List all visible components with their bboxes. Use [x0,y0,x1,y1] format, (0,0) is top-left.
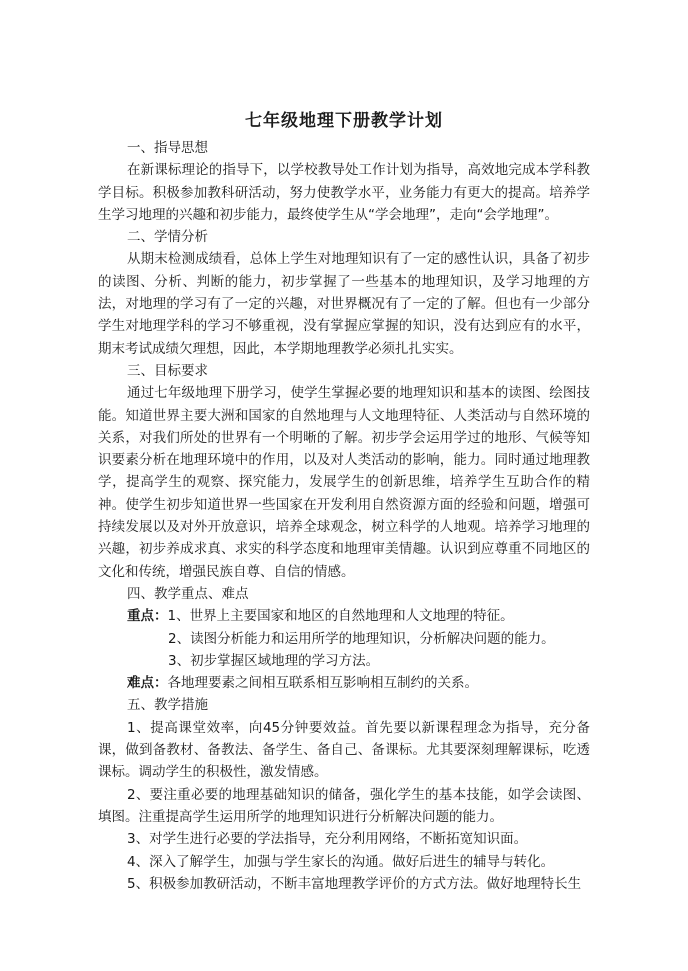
key-points-label: 重点： [127,608,168,625]
section-heading: 二、学情分析 [127,229,208,246]
key-point-item: 2、读图分析能力和运用所学的地理知识，分析解决问题的能力。 [168,630,555,647]
paragraph: 4、深入了解学生，加强与学生家长的沟通。做好后进生的辅导与转化。 [127,853,555,870]
paragraph: 通过七年级地理下册学习，使学生掌握必要的地理知识和基本的读图、绘图技能。知道世界主要大洲和国家的自然地理与人文地理特征、人类活动与自然环境的关系，对我们所处的世界有一个明晰的了解。初步学会运用学过的地形、气候等知识要素分析在地理环境中的作用，以及对人类活动的影响，能力。同时通过地理教学，提高学生的观察、探究能力，发展学生的创新思维，培养学生互助合作的精神。使学生初步知道世界一些国家在开发利用自然资源方面的经验和问题，增强可持续发展以及对外开放意识，培养全球观念，树立科学的人地观。培养学习地理的兴趣，初步养成求真、求实的科学态度和地理审美情趣。认识到应尊重不同地区的文化和传统，增强民族自尊、自信的情感。 [98,385,590,580]
difficulty-line [98,672,590,694]
paragraph: 5、积极参加教研活动，不断丰富地理教学评价的方式方法。做好地理特长生 [127,875,582,892]
paragraph: 在新课标理论的指导下，以学校教导处工作计划为指导，高效地完成本学科教学目标。积极参加教科研活动，努力使教学水平，业务能力有更大的提高。培养学生学习地理的兴趣和初步能力，最终使学生从“学会地理”，走向“会学地理”。 [98,162,590,223]
key-points-line [98,605,590,627]
section-heading: 四、教学重点、难点 [127,585,249,602]
document-body [98,137,590,895]
document-title: 七年级地理下册教学计划 [245,111,443,131]
section-heading: 一、指导思想 [127,140,208,156]
paragraph: 从期末检测成绩看，总体上学生对地理知识有了一定的感性认识，具备了初步的读图、分析、判断的能力，初步掌握了一些基本的地理知识，及学习地理的方法，对地理的学习有了一定的兴趣，对世界概况有了一定的了解。但也有一少部分学生对地理学科的学习不够重视，没有掌握应掌握的知识，没有达到应有的水平，期末考试成绩欠理想，因此，本学期地理教学必须扎扎实实。 [98,251,590,357]
section-heading: 五、教学措施 [127,697,208,714]
key-point-item: 3、初步掌握区域地理的学习方法。 [168,652,380,669]
difficulty-label: 难点： [127,675,168,692]
paragraph: 2、要注重必要的地理基础知识的储备，强化学生的基本技能，如学会读图、填图。注重提高学生运用所学的地理知识进行分析解决问题的能力。 [98,786,590,825]
paragraph: 1、提高课堂效率，向45分钟要效益。首先要以新课程理念为指导，充分备课，做到备教材、备教法、备学生、备自己、备课标。尤其要深刻理解课标，吃透课标。调动学生的积极性，激发情感。 [98,719,590,781]
difficulty-text: 各地理要素之间相互联系相互影响相互制约的关系。 [167,675,478,692]
paragraph: 3、对学生进行必要的学法指导，充分利用网络，不断拓宽知识面。 [127,831,528,848]
key-point-item: 1、世界上主要国家和地区的自然地理和人文地理的特征。 [167,608,514,625]
section-heading: 三、目标要求 [127,362,208,379]
